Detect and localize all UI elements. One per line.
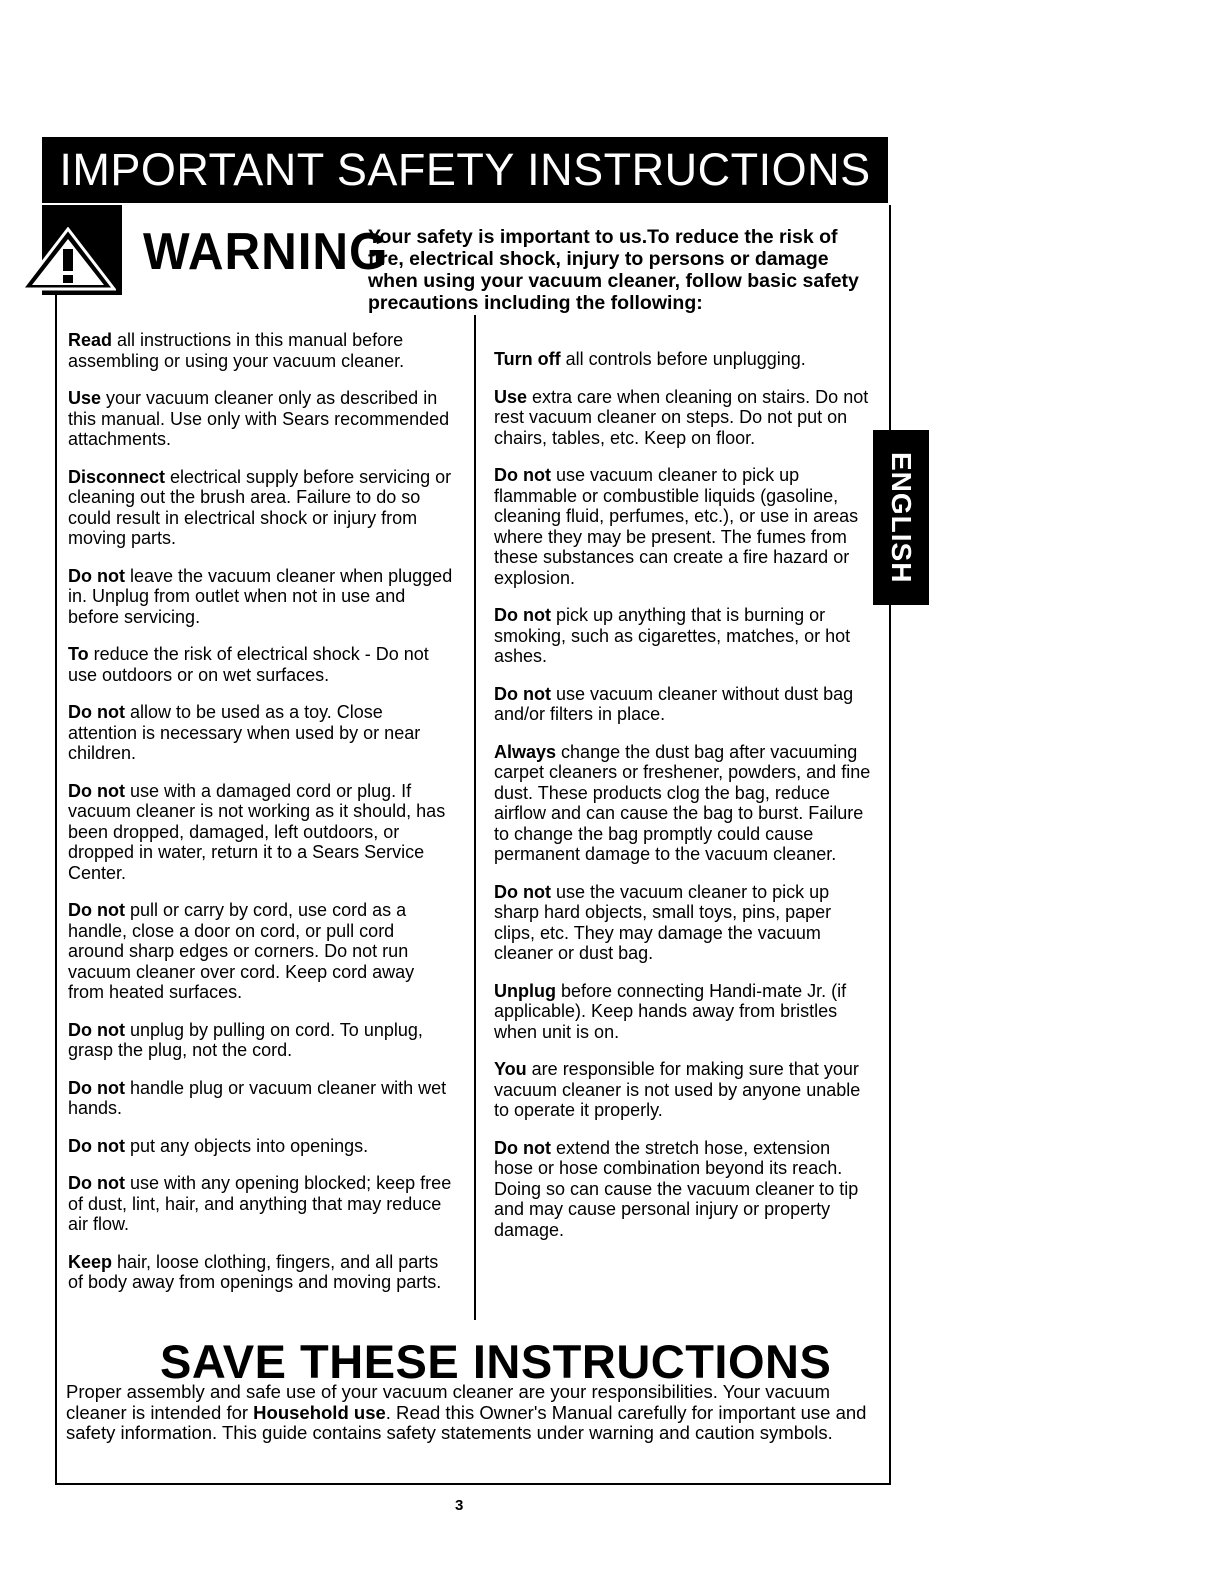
save-text-part: Proper assembly and safe use of your vacuum cleaner are your responsibilities. Your vacuum cleaner is intended for bbox=[66, 1381, 831, 1423]
language-tab-label: ENGLISH bbox=[886, 451, 917, 584]
instruction-lead: Do not bbox=[68, 702, 125, 722]
warning-text: Your safety is important to us.To reduce the risk of fire, electrical shock, injury to persons or damage when using your vacuum cleaner, follow basic safety precautions including the following: bbox=[368, 226, 859, 314]
instruction-text: all instructions in this manual before assembling or using your vacuum cleaner. bbox=[68, 330, 405, 371]
instruction-lead: Unplug bbox=[494, 980, 556, 1001]
instruction-text: leave the vacuum cleaner when plugged in. Unplug from outlet when not in use and before servicing. bbox=[68, 565, 453, 627]
instruction-text: use vacuum cleaner to pick up flammable or combustible liquids (gasoline, cleaning fluid, perfumes, etc.), or use in areas where they may be present. The fumes from these substances can create a fire hazard or explosion. bbox=[494, 465, 859, 588]
instruction-text: allow to be used as a toy. Close attention is necessary when used by or near children. bbox=[68, 702, 421, 763]
instruction-lead: Do not bbox=[494, 881, 551, 902]
save-instructions-text bbox=[66, 1382, 878, 1444]
instruction-lead: Do not bbox=[68, 780, 125, 801]
instruction-item bbox=[494, 981, 874, 1043]
instruction-text: reduce the risk of electrical shock - Do not use outdoors or on wet surfaces. bbox=[68, 644, 429, 685]
instruction-item bbox=[68, 702, 453, 764]
instruction-text: before connecting Handi-mate Jr. (if applicable). Keep hands away from bristles when unit is on. bbox=[494, 980, 847, 1042]
instruction-lead: Keep bbox=[68, 1251, 113, 1272]
instruction-item bbox=[68, 467, 453, 549]
instruction-lead: Do not bbox=[494, 605, 551, 625]
language-tab bbox=[873, 430, 929, 605]
instruction-lead: Always bbox=[494, 741, 557, 762]
instruction-lead: Do not bbox=[494, 465, 551, 485]
left-column bbox=[68, 330, 453, 1310]
instruction-text: all controls before unplugging. bbox=[560, 349, 806, 369]
instruction-lead: Do not bbox=[494, 683, 551, 704]
instruction-item bbox=[68, 644, 453, 685]
instruction-item bbox=[68, 1078, 453, 1119]
warning-triangle-icon bbox=[20, 227, 116, 291]
instruction-lead: Do not bbox=[68, 1173, 125, 1193]
instruction-lead: You bbox=[494, 1059, 527, 1079]
instruction-item bbox=[494, 1138, 874, 1241]
instruction-item bbox=[68, 388, 453, 450]
instruction-item bbox=[494, 465, 874, 588]
instruction-item bbox=[68, 1173, 453, 1235]
instruction-text: use with a damaged cord or plug. If vacuum cleaner is not working as it should, has been dropped, damaged, left outdoors, or dropped in water, return it to a Sears Service Center. bbox=[68, 780, 446, 883]
instruction-text: use with any opening blocked; keep free of dust, lint, hair, and anything that may reduce air flow. bbox=[68, 1173, 452, 1234]
instruction-lead: To bbox=[68, 644, 89, 664]
instruction-lead: Do not bbox=[68, 1135, 125, 1156]
instruction-text: hair, loose clothing, fingers, and all parts of body away from openings and moving parts. bbox=[68, 1251, 442, 1292]
column-divider bbox=[474, 315, 476, 1320]
warning-heading: WARNING bbox=[143, 223, 389, 281]
instruction-lead: Do not bbox=[68, 565, 125, 586]
instruction-lead: Disconnect bbox=[68, 466, 166, 487]
instruction-text: change the dust bag after vacuuming carpet cleaners or freshener, powders, and fine dust. These products clog the bag, reduce airflow and can cause the bag to burst. Failure to change the bag promptly could cause permanent damage to the vacuum cleaner. bbox=[494, 741, 871, 864]
instruction-text: unplug by pulling on cord. To unplug, grasp the plug, not the cord. bbox=[68, 1019, 423, 1060]
instruction-text: pick up anything that is burning or smoking, such as cigarettes, matches, or hot ashes. bbox=[494, 605, 851, 666]
instruction-item bbox=[68, 330, 453, 371]
save-text-bold: Household use bbox=[253, 1401, 386, 1423]
instruction-lead: Use bbox=[494, 386, 528, 407]
page-number: 3 bbox=[455, 1497, 464, 1514]
instruction-text: extend the stretch hose, extension hose or hose combination beyond its reach. Doing so can cause the vacuum cleaner to tip and may cause personal injury or property damage. bbox=[494, 1137, 859, 1240]
instruction-text: are responsible for making sure that your vacuum cleaner is not used by anyone unable to operate it properly. bbox=[494, 1059, 861, 1120]
instruction-item bbox=[494, 684, 874, 725]
instruction-item bbox=[68, 1252, 453, 1293]
instruction-lead: Turn off bbox=[494, 349, 561, 369]
save-instructions-title: SAVE THESE INSTRUCTIONS bbox=[160, 1335, 832, 1388]
instruction-text: pull or carry by cord, use cord as a handle, close a door on cord, or pull cord around sharp edges or corners. Do not run vacuum cleaner over cord. Keep cord away from heated surfaces. bbox=[68, 900, 415, 1002]
instruction-item bbox=[494, 387, 874, 449]
instruction-item bbox=[494, 605, 874, 667]
instruction-lead: Read bbox=[68, 330, 113, 350]
page-title: IMPORTANT SAFETY INSTRUCTIONS bbox=[42, 137, 888, 203]
instruction-item bbox=[494, 1059, 874, 1121]
instruction-item bbox=[68, 1136, 453, 1157]
instruction-item bbox=[494, 349, 874, 370]
save-text-part: . Read this Owner's Manual carefully for important use and safety information. This guide contains safety statements under warning and caution symbols. bbox=[66, 1401, 867, 1443]
instruction-item bbox=[68, 1020, 453, 1061]
instruction-item bbox=[68, 781, 453, 884]
instruction-text: use vacuum cleaner without dust bag and/or filters in place. bbox=[494, 683, 854, 724]
instruction-text: put any objects into openings. bbox=[124, 1135, 369, 1156]
instruction-text: use the vacuum cleaner to pick up sharp hard objects, small toys, pins, paper clips, etc. They may damage the vacuum cleaner or dust bag. bbox=[494, 881, 832, 963]
instruction-lead: Do not bbox=[494, 1137, 551, 1158]
instruction-item bbox=[494, 742, 874, 865]
instruction-lead: Do not bbox=[68, 1019, 125, 1040]
instruction-text: your vacuum cleaner only as described in this manual. Use only with Sears recommended attachments. bbox=[68, 388, 450, 449]
right-column bbox=[494, 349, 874, 1257]
instruction-lead: Do not bbox=[68, 900, 125, 920]
instruction-text: electrical supply before servicing or cleaning out the brush area. Failure to do so could result in electrical shock or injury from moving parts. bbox=[68, 466, 452, 548]
instruction-lead: Do not bbox=[68, 1077, 125, 1098]
instruction-item bbox=[68, 566, 453, 628]
instruction-text: handle plug or vacuum cleaner with wet hands. bbox=[68, 1077, 447, 1118]
instruction-text: extra care when cleaning on stairs. Do not rest vacuum cleaner on steps. Do not put on chairs, tables, etc. Keep on floor. bbox=[494, 386, 869, 448]
instruction-lead: Use bbox=[68, 388, 102, 408]
instruction-item bbox=[494, 882, 874, 964]
instruction-item bbox=[68, 900, 453, 1003]
